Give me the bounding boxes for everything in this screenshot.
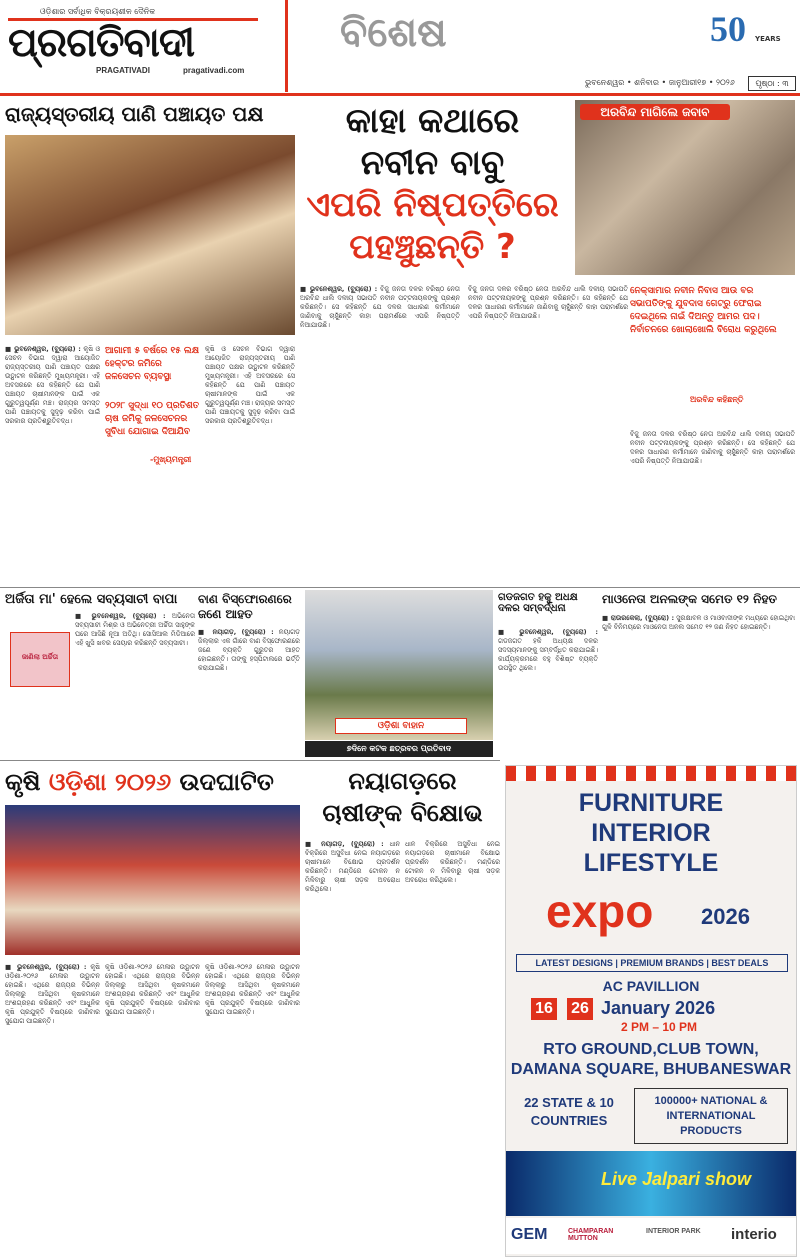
masthead [0, 0, 800, 95]
photo-krushi-odisha [5, 805, 300, 955]
story-body [602, 614, 795, 754]
ad-stat-2: 100000+ NATIONAL & INTERNATIONAL PRODUCTS [634, 1088, 788, 1144]
story-text: ଧାନ ବିକ୍ରିରେ ଅସୁବିଧା ନେଇ ନୟାଗଡ଼ରେ ଚାଷୀମାନେ ବିକ୍ଷୋଭ ପ୍ରଦର୍ଶନ କରିଛନ୍ତି। ମଣ୍ଡିରେ ଟୋକନ ନ ମିଳିବାରୁ ଚାଷୀ ସଡ଼କ ଅବରୋଧ କରିଥିଲେ। [305, 840, 400, 893]
story-body-col2: ଧାନ ବିକ୍ରିରେ ଅସୁବିଧା ନେଇ ନୟାଗଡ଼ରେ ଚାଷୀମାନେ ବିକ୍ଷୋଭ ପ୍ରଦର୍ଶନ କରିଛନ୍ତି। ମଣ୍ଡିରେ ଟୋକନ ନ ମିଳିବାରୁ ଚାଷୀ ସଡ଼କ ଅବରୋଧ କରିଥିଲେ। [405, 840, 500, 884]
story-text: କୃଷି ଓଡ଼ିଶା-୨୦୨୬ ମେଳାର ଉଦ୍ଘାଟନ ହୋଇଛି। ଏଥିରେ ରାଜ୍ୟର ବିଭିନ୍ନ ଜିଲ୍ଲାରୁ ଆସିଥିବା କୃଷକମାନେ ଅଂଶଗ୍ରହଣ କରିଛନ୍ତି ଏବଂ ଆଧୁନିକ କୃଷି ପ୍ରଯୁକ୍ତି ବିଷୟରେ ଜାଣିବାର ସୁଯୋଗ ପାଇଛନ୍ତି। [5, 963, 100, 1025]
byline: ■ ନୟାଗଡ଼, (ବ୍ୟୁରୋ) : [198, 628, 274, 636]
ad-date-end: 26 [567, 998, 593, 1020]
masthead-tagline: ଓଡ଼ିଶାର ସର୍ବାଧିକ ବିକ୍ରୟଶୀଳ ଦୈନିକ [40, 7, 156, 16]
headline-line-2: ନବୀନ ବାବୁ [360, 143, 505, 183]
byline: ■ ଭୁବନେଶ୍ୱର, (ବ୍ୟୁରୋ) : [5, 345, 81, 353]
masthead-rule [0, 93, 800, 96]
story-headline [5, 765, 300, 799]
anniversary-label: YEARS [755, 35, 781, 43]
story-headline: ଗଡଜଗତ ହକୁ ଅଧକ୍ଷ ଦଳର ସମ୍ବର୍ଦ୍ଧନା [498, 592, 578, 614]
highlight-2: ୨୦୨୮ ସୁଦ୍ଧା ୧୦ ପ୍ରତିଶତ ଚାଷ ଜମିକୁ ଜଳସେଚନର ସୁବିଧା ଯୋଗାଇ ଦିଆଯିବ [105, 401, 200, 437]
ad-sponsors [506, 1218, 796, 1254]
headline-line-1: କାହା କଥାରେ [345, 101, 520, 141]
story-pani-panchayat[interactable] [5, 100, 295, 580]
sponsor-1: GEM [511, 1226, 548, 1243]
ad-title [506, 788, 796, 878]
section-rule [0, 587, 800, 588]
anniversary-number: 50 [710, 9, 746, 49]
sponsor-4: interio [731, 1226, 777, 1243]
story-arabinda-dhali[interactable] [300, 100, 795, 585]
ad-title-line-2: INTERIOR [591, 819, 711, 847]
story-body [5, 345, 100, 575]
newspaper-logo[interactable] [8, 18, 258, 76]
headline-part-2: ଓଡ଼ିଶା ୨୦୨୬ [48, 768, 172, 796]
ad-top-border [506, 766, 796, 781]
story-maoist-encounter[interactable] [602, 592, 795, 757]
ad-expo: expo [546, 885, 654, 937]
website[interactable]: pragativadi.com [183, 66, 245, 75]
page-number: ପୃଷ୍ଠା : ୩ [748, 76, 796, 91]
story-body [498, 628, 598, 753]
section-title: ବିଶେଷ [340, 10, 447, 56]
byline: ■ ଭୁବନେଶ୍ୱର, (ବ୍ୟୁରୋ) : [498, 628, 598, 636]
story-body-col2: କୃଷି ଓଡ଼ିଶା-୨୦୨୬ ମେଳାର ଉଦ୍ଘାଟନ ହୋଇଛି। ଏଥିରେ ରାଜ୍ୟର ବିଭିନ୍ନ ଜିଲ୍ଲାରୁ ଆସିଥିବା କୃଷକମାନେ ଅଂଶଗ୍ରହଣ କରିଛନ୍ତି ଏବଂ ଆଧୁନିକ କୃଷି ପ୍ରଯୁକ୍ତି ବିଷୟରେ ଜାଣିବାର ସୁଯୋଗ ପାଇଛନ୍ତି। [105, 963, 200, 1016]
pull-quote-attribution: ଅରବିନ୍ଦ କହିଛନ୍ତି [690, 395, 744, 404]
byline: ■ ଭୁବନେଶ୍ୱର, (ବ୍ୟୁରୋ) : [300, 285, 378, 293]
story-text: ନୟାଗଡ଼ ଜିଲ୍ଲାର ଏକ ଗାଁରେ ବାଣ ବିସ୍ଫୋରଣରେ ଜଣେ ବ୍ୟକ୍ତି ଗୁରୁତର ଆହତ ହୋଇଛନ୍ତି। ତାଙ୍କୁ ହସ୍ପିଟାଲରେ ଭର୍ତ୍ତି କରାଯାଇଛି। [198, 628, 300, 672]
story-body [300, 285, 460, 580]
byline: ■ ଭୁବନେଶ୍ୱର, (ବ୍ୟୁରୋ) : [75, 612, 166, 620]
story-headline [300, 100, 565, 268]
story-text: ଗଡଜଗତ ହକି ଅଧ୍ୟକ୍ଷ ଦଳର ସଦସ୍ୟମାନଙ୍କୁ ସମ୍ବର୍ଦ୍ଧିତ କରାଯାଇଛି। କାର୍ଯ୍ୟକ୍ରମରେ ବହୁ ବିଶିଷ୍ଟ ବ୍ୟକ୍ତି ଉପସ୍ଥିତ ଥିଲେ। [498, 637, 598, 672]
story-headline [305, 765, 500, 829]
photo-pani-panchayat [5, 135, 295, 335]
photo-caption: ୭ଦିନେ କଟକ ଛତ୍ରବର ପ୍ରତିବାଦ [305, 741, 493, 757]
story-text: କୃଷି ଓ ସେଚନ ବିଭାଗ ଦ୍ୱାରା ଆୟୋଜିତ ରାଜ୍ୟସ୍ତରୀୟ ପାଣି ପଞ୍ଚାୟତ ପକ୍ଷର ଉଦ୍ଘାଟନ କରିଛନ୍ତି ମୁଖ୍ୟମନ୍ତ୍ରୀ। ଏହି ଅବସରରେ ସେ କହିଛନ୍ତି ଯେ ପାଣି ପଞ୍ଚାୟତ ଚାଷୀମାନଙ୍କ ପାଇଁ ଏକ ଗୁରୁତ୍ୱପୂର୍ଣ୍ଣ ମଞ୍ଚ। ରାଜ୍ୟର ସମସ୍ତ ପାଣି ପଞ୍ଚାୟତକୁ ସୁଦୃଢ଼ କରିବା ପାଇଁ ସରକାର ପ୍ରତିଶ୍ରୁତିବଦ୍ଧ। [5, 345, 100, 425]
headline-part-1: କୃଷି [5, 768, 41, 796]
sponsor-3: INTERIOR PARK [646, 1228, 701, 1235]
highlight-attribution: -ମୁଖ୍ୟମନ୍ତ୍ରୀ [150, 455, 192, 464]
ad-location-line-2: DAMANA SQUARE, BHUBANESWAR [510, 1061, 792, 1078]
story-body-col3: ବିଜୁ ଜନତା ଦଳର ବରିଷ୍ଠ ନେତା ଅରବିନ୍ଦ ଧାଲି ଦଳୀୟ ସଭାପତି ନବୀନ ପଟ୍ଟନାୟକଙ୍କୁ ପ୍ରଶ୍ନ କରିଛନ୍ତି। ସେ କହିଛନ୍ତି ଯେ ଦଳର ସାଧାରଣ କର୍ମୀମାନେ ଜାଣିବାକୁ ଚାହୁଁଛନ୍ତି କାହା ପରାମର୍ଶରେ ଏପରି ନିଷ୍ପତ୍ତି ନିଆଯାଉଛି। [630, 430, 795, 465]
story-text: ସୁରକ୍ଷାବଳ ଓ ମାଓବାଦୀଙ୍କ ମଧ୍ୟରେ ହୋଇଥିବା ଗୁଳି ବିନିମୟରେ ମାଓନେତା ଅନଲ ସମେତ ୧୨ ଜଣ ନିହତ ହୋଇଛନ୍ତି। [602, 614, 795, 631]
headline-part-3: ଉଦଘାଟିତ [179, 768, 274, 796]
ad-stat-1: 22 STATE & 10 COUNTRIES [524, 1095, 614, 1128]
story-archita-sabyasachi[interactable] [5, 592, 195, 757]
story-headline: ରାଜ୍ୟସ୍ତରୀୟ ପାଣି ପଞ୍ଚାୟତ ପକ୍ଷ [5, 102, 264, 126]
byline: ■ ରାଉରକେଲା, (ବ୍ୟୁରୋ) : [602, 614, 675, 622]
ad-tagline: LATEST DESIGNS | PREMIUM BRANDS | BEST DEALS [516, 954, 788, 972]
story-headline: ମାଓନେତା ଅନଲଙ୍କ ସମେତ ୧୨ ନିହତ [602, 592, 777, 606]
ad-title-line-1: FURNITURE [578, 789, 724, 817]
highlight-1: ଆଗାମୀ ୫ ବର୍ଷରେ ୧୫ ଲକ୍ଷ ହେକ୍ଟର ଜମିରେ ଜଳସେଚନ ବ୍ୟବସ୍ଥା [105, 346, 200, 382]
ad-date-start: 16 [531, 998, 557, 1020]
story-body-col2: ବିଜୁ ଜନତା ଦଳର ବରିଷ୍ଠ ନେତା ଅରବିନ୍ଦ ଧାଲି ଦଳୀୟ ସଭାପତି ନବୀନ ପଟ୍ଟନାୟକଙ୍କୁ ପ୍ରଶ୍ନ କରିଛନ୍ତି। ସେ କହିଛନ୍ତି ଯେ ଦଳର ସାଧାରଣ କର୍ମୀମାନେ ଜାଣିବାକୁ ଚାହୁଁଛନ୍ତି କାହା ପରାମର୍ଶରେ ଏପରି ନିଷ୍ପତ୍ତି ନିଆଯାଉଛି। [468, 285, 628, 320]
ad-year: 2026 [701, 904, 750, 929]
story-nayagarh-protest[interactable] [305, 765, 500, 1255]
dateline: ଭୁବନେଶ୍ୱର • ଶନିବାର • ଜାନୁଆରୀ୧୭ • ୨୦୨୬ [585, 78, 735, 87]
sponsor-2: CHAMPARAN MUTTON [568, 1228, 614, 1242]
photo-arabinda [575, 100, 795, 275]
ad-location [506, 1040, 796, 1080]
ad-show: Live Jalpari show [601, 1169, 752, 1189]
ad-time: 2 PM – 10 PM [621, 1020, 698, 1034]
ad-jalpari-banner [506, 1151, 796, 1216]
story-firework-blast[interactable] [198, 592, 300, 757]
story-krushi-odisha[interactable] [5, 765, 300, 1255]
story-headline: ଅର୍ଜିତା ମା' ହେଲେ ସବ୍ୟସାଚୀ ବାପା [5, 592, 178, 607]
story-text: ଅଭିନେତା ସବ୍ୟସାଚୀ ମିଶ୍ର ଓ ଅଭିନେତ୍ରୀ ଅର୍ଚ୍ଚିତା ସାହୁଙ୍କ ଘରେ ଆସିଛି ନୂଆ ଅତିଥି। ସୋସିଆଲ ମିଡିଆରେ ଏହି ଖୁସି ଖବର ସେୟାର କରିଛନ୍ତି ସବ୍ୟସାଚୀ। [75, 612, 195, 647]
protest-banner: ଓଡ଼ିଶା ବାହାନ [335, 718, 467, 734]
pull-quote-text: ନେକ୍ସାମାର ନବୀନ ନିବାସ ଆଉ ବର ସଭାପତିଙ୍କୁ ଯୁବଦାସ ଗେଟ୍‌ରୁ ଫେରାଇ ଦେଇଥିଲେ ନାଇଁ ଦିଅନ୍ତୁ ଆମର ପଦ। ନିର୍ବାଚନରେ ଖୋଲାଖୋଲି ବିରୋଧ କରୁଥିଲେ [630, 286, 777, 335]
story-label: ଅରବିନ୍ଦ ମାଗିଲେ ଜବାବ [580, 104, 730, 120]
pull-quote [630, 285, 795, 425]
story-text: ବିଜୁ ଜନତା ଦଳର ବରିଷ୍ଠ ନେତା ଅରବିନ୍ଦ ଧାଲି ଦଳୀୟ ସଭାପତି ନବୀନ ପଟ୍ଟନାୟକଙ୍କୁ ପ୍ରଶ୍ନ କରିଛନ୍ତି। ସେ କହିଛନ୍ତି ଯେ ଦଳର ସାଧାରଣ କର୍ମୀମାନେ ଜାଣିବାକୁ ଚାହୁଁଛନ୍ତି କାହା ପରାମର୍ଶରେ ଏପରି ନିଷ୍ପତ୍ତି ନିଆଯାଉଛି। [300, 285, 460, 329]
headline-line-3: ଏପରି ନିଷ୍ପତ୍ତିରେ [306, 185, 559, 225]
anniversary-badge [710, 8, 795, 58]
byline: ■ ଭୁବନେଶ୍ୱର, (ବ୍ୟୁରୋ) : [5, 963, 87, 971]
story-body [75, 612, 195, 752]
ad-venue-name: AC PAVILLION [602, 978, 700, 994]
story-body [198, 628, 300, 753]
section-rule-2 [0, 760, 500, 761]
byline: ■ ନୟାଗଡ଼, (ବ୍ୟୁରୋ) : [305, 840, 384, 848]
ad-month: January 2026 [601, 998, 716, 1018]
sticker-baby: ଜାଣିଲା ଅର୍ଚ୍ଚିତା [10, 632, 70, 687]
highlight-box [105, 345, 200, 464]
masthead-divider [285, 0, 288, 92]
logo-text: ପ୍ରଗତିବାଦୀ [8, 18, 258, 65]
logo-english: PRAGATIVADI [96, 66, 150, 75]
story-hockey-felicitation[interactable] [498, 592, 598, 757]
story-body [305, 840, 400, 1250]
story-body-col3: କୃଷି ଓ ସେଚନ ବିଭାଗ ଦ୍ୱାରା ଆୟୋଜିତ ରାଜ୍ୟସ୍ତରୀୟ ପାଣି ପଞ୍ଚାୟତ ପକ୍ଷର ଉଦ୍ଘାଟନ କରିଛନ୍ତି ମୁଖ୍ୟମନ୍ତ୍ରୀ। ଏହି ଅବସରରେ ସେ କହିଛନ୍ତି ଯେ ପାଣି ପଞ୍ଚାୟତ ଚାଷୀମାନଙ୍କ ପାଇଁ ଏକ ଗୁରୁତ୍ୱପୂର୍ଣ୍ଣ ମଞ୍ଚ। ରାଜ୍ୟର ସମସ୍ତ ପାଣି ପଞ୍ଚାୟତକୁ ସୁଦୃଢ଼ କରିବା ପାଇଁ ସରକାର ପ୍ରତିଶ୍ରୁତିବଦ୍ଧ। [205, 345, 295, 425]
headline-line-2: ଚାଷୀଙ୍କ ବିକ୍ଷୋଭ [322, 799, 483, 827]
ad-title-line-3: LIFESTYLE [583, 849, 719, 877]
story-body [5, 963, 100, 1250]
photo-story-protest[interactable] [305, 590, 493, 758]
ad-date-row [531, 998, 771, 1034]
headline-line-4: ପହଞ୍ଚୁଛନ୍ତି ? [349, 227, 516, 267]
story-body-col3: କୃଷି ଓଡ଼ିଶା-୨୦୨୬ ମେଳାର ଉଦ୍ଘାଟନ ହୋଇଛି। ଏଥିରେ ରାଜ୍ୟର ବିଭିନ୍ନ ଜିଲ୍ଲାରୁ ଆସିଥିବା କୃଷକମାନେ ଅଂଶଗ୍ରହଣ କରିଛନ୍ତି ଏବଂ ଆଧୁନିକ କୃଷି ପ୍ରଯୁକ୍ତି ବିଷୟରେ ଜାଣିବାର ସୁଯୋଗ ପାଇଛନ୍ତି। [205, 963, 300, 1016]
ad-location-line-1: RTO GROUND,CLUB TOWN, [543, 1041, 759, 1058]
advertisement-expo[interactable] [505, 765, 797, 1257]
story-headline: ବାଣ ବିସ୍ଫୋରଣରେ ଜଣେ ଆହତ [198, 592, 292, 621]
headline-line-1: ନୟାଗଡ଼ରେ [348, 767, 457, 795]
